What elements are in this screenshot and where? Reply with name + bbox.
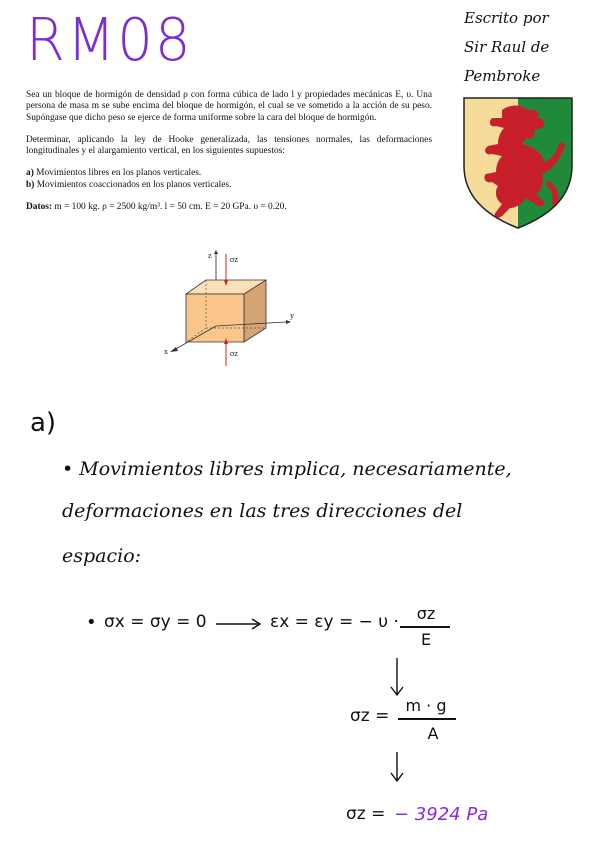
equation-1-frac-den: E [420,630,432,649]
case-a [26,168,432,179]
solution-part-label: a) [30,408,57,438]
axis-y-label: y [290,311,294,320]
equation-1-frac-num: σz [416,604,436,623]
equation-2-frac-den: A [427,724,439,743]
coat-of-arms-icon [462,96,574,230]
solution-line-2: deformaciones en las tres direcciones del [62,500,463,522]
equation-2-frac-bar [398,718,456,720]
case-a-label: a) [26,168,34,179]
equation-1-bullet: • [86,612,97,633]
axis-x-label: x [164,347,168,356]
case-b-text: Movimientos coaccionados en los planos verticales. [36,179,232,190]
solution-line-1: • Movimientos libres implica, necesariamente, [62,458,512,480]
equation-1-frac-bar [400,626,450,628]
solution-line-3: espacio: [62,545,142,567]
down-arrow-icon-1 [388,656,406,698]
problem-statement [22,84,456,366]
equation-1-left: σx = σy = 0 [104,612,207,632]
right-arrow-icon [214,616,264,632]
sigma-top-label: σz [230,255,238,264]
equation-3-left: σz = [346,804,386,824]
case-b-label: b) [26,179,35,190]
datos-label: Datos: [26,202,53,213]
axis-z-label: z [208,251,212,260]
author-line-2: Sir Raul de [464,38,550,56]
page-title: RM08 [26,6,193,75]
down-arrow-icon-2 [388,750,406,784]
problem-paragraph-2: Determinar, aplicando la ley de Hooke generalizada, las tensiones normales, las deformaciones longitudinales y el alargamiento vertical, en los siguientes supuestos: [26,134,432,157]
sigma-bottom-label: σz [230,349,238,358]
datos-line [26,202,432,213]
equation-3-result: − 3924 Pa [394,804,489,825]
problem-paragraph-1: Sea un bloque de hormigón de densidad ρ con forma cúbica de lado l y propiedades mecánicas E, υ. Una persona de masa m se sube encima del bloque de hormigón, el cual se ve sometido a la acción de su peso. Supóngase que dicho peso se ejerce de forma uniforme sobre la cara del bloque de hormigón. [26,90,432,123]
author-line-1: Escrito por [464,9,549,27]
problem-text [26,90,432,224]
author-note [464,4,596,91]
equation-2-left: σz = [350,706,390,726]
equation-1-right: εx = εy = − υ · [270,612,399,632]
cube-front-face [186,294,244,342]
cube-figure [158,250,308,366]
equation-2-frac-num: m · g [405,696,447,715]
case-a-text: Movimientos libres en los planos verticales. [36,168,202,179]
author-line-3: Pembroke [464,67,541,85]
case-b [26,180,432,191]
datos-text: m = 100 kg. ρ = 2500 kg/m³. l = 50 cm. E = 20 GPa. υ = 0.20. [54,202,287,213]
